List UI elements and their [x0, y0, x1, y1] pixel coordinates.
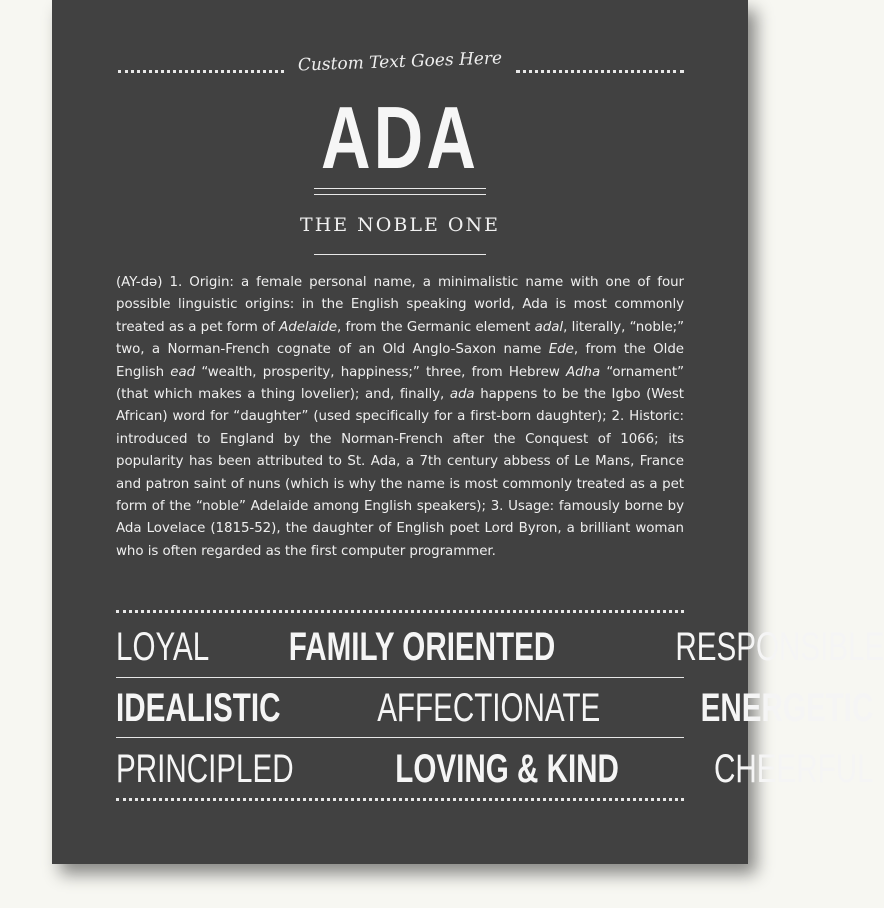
title-rule-top: [314, 188, 486, 189]
trait: ENERGETIC: [700, 685, 874, 730]
name-poster: [52, 0, 884, 864]
definition-text: happens to be the Igbo (West African) word for “daughter” (used specifically for a first-born daughter); 2. Historic: introduced to England by the Norman-French after the Conquest of 1066; its popularity has been attributed to St. Ada, a 7th century abbess of Le Mans, France and patron saint of nuns (which is why the name is most commonly treated as a pet form of the “noble” Adelaide among English speakers); 3. Usage: famously borne by Ada Lovelace (1815-52), the daughter of English poet Lord Byron, a brilliant woman who is often regarded as the first computer programmer.: [116, 387, 684, 559]
trait: AFFECTIONATE: [377, 685, 601, 730]
traits-row-2: [116, 683, 874, 733]
name-definition: [116, 272, 684, 563]
definition-adal: adal: [534, 319, 564, 335]
trait: LOVING & KIND: [395, 746, 620, 791]
definition-adha: Adha: [566, 364, 601, 380]
definition-ede: Ede: [548, 342, 574, 358]
trait: IDEALISTIC: [116, 685, 281, 730]
traits-dotted-top: [116, 610, 684, 613]
name-meaning: THE NOBLE ONE: [300, 214, 500, 236]
trait: CHEERFUL: [714, 746, 874, 791]
trait: LOYAL: [116, 624, 210, 669]
definition-text: 1. Origin: a female personal name, a minimalistic name with one of four possible linguistic origins: in the English speaking world, Ada is most commonly treated as a pet form of: [116, 275, 684, 335]
traits-dotted-bottom: [116, 798, 684, 801]
name-title: ADA: [320, 88, 480, 187]
meaning-rule-bottom: [314, 254, 486, 255]
pronunciation: (AY-də): [116, 275, 163, 290]
definition-text: “ornament” (that which makes a thing lovelier); and, finally,: [116, 364, 684, 403]
custom-text: Custom Text Goes Here: [297, 48, 503, 76]
trait: FAMILY ORIENTED: [288, 624, 556, 669]
definition-adelaide: Adelaide: [279, 319, 338, 335]
definition-ead: ead: [170, 364, 196, 380]
definition-text: , literally, “noble;” two, a Norman-French cognate of an Old Anglo-Saxon name: [116, 319, 685, 358]
definition-text: , from the Germanic element: [337, 319, 535, 335]
title-rule-top-2: [314, 194, 486, 195]
definition-ada: ada: [449, 387, 475, 403]
definition-text: “wealth, prosperity, happiness;” three, from Hebrew: [195, 364, 566, 380]
traits-row-3: [116, 744, 874, 794]
definition-text: , from the Olde English: [116, 342, 684, 380]
traits-rule-1: [116, 677, 684, 678]
trait: PRINCIPLED: [116, 746, 294, 791]
dotted-divider-right: [516, 70, 684, 73]
trait: RESPONSIBLE: [675, 624, 884, 669]
traits-row-1: [116, 622, 884, 672]
traits-rule-2: [116, 737, 684, 738]
